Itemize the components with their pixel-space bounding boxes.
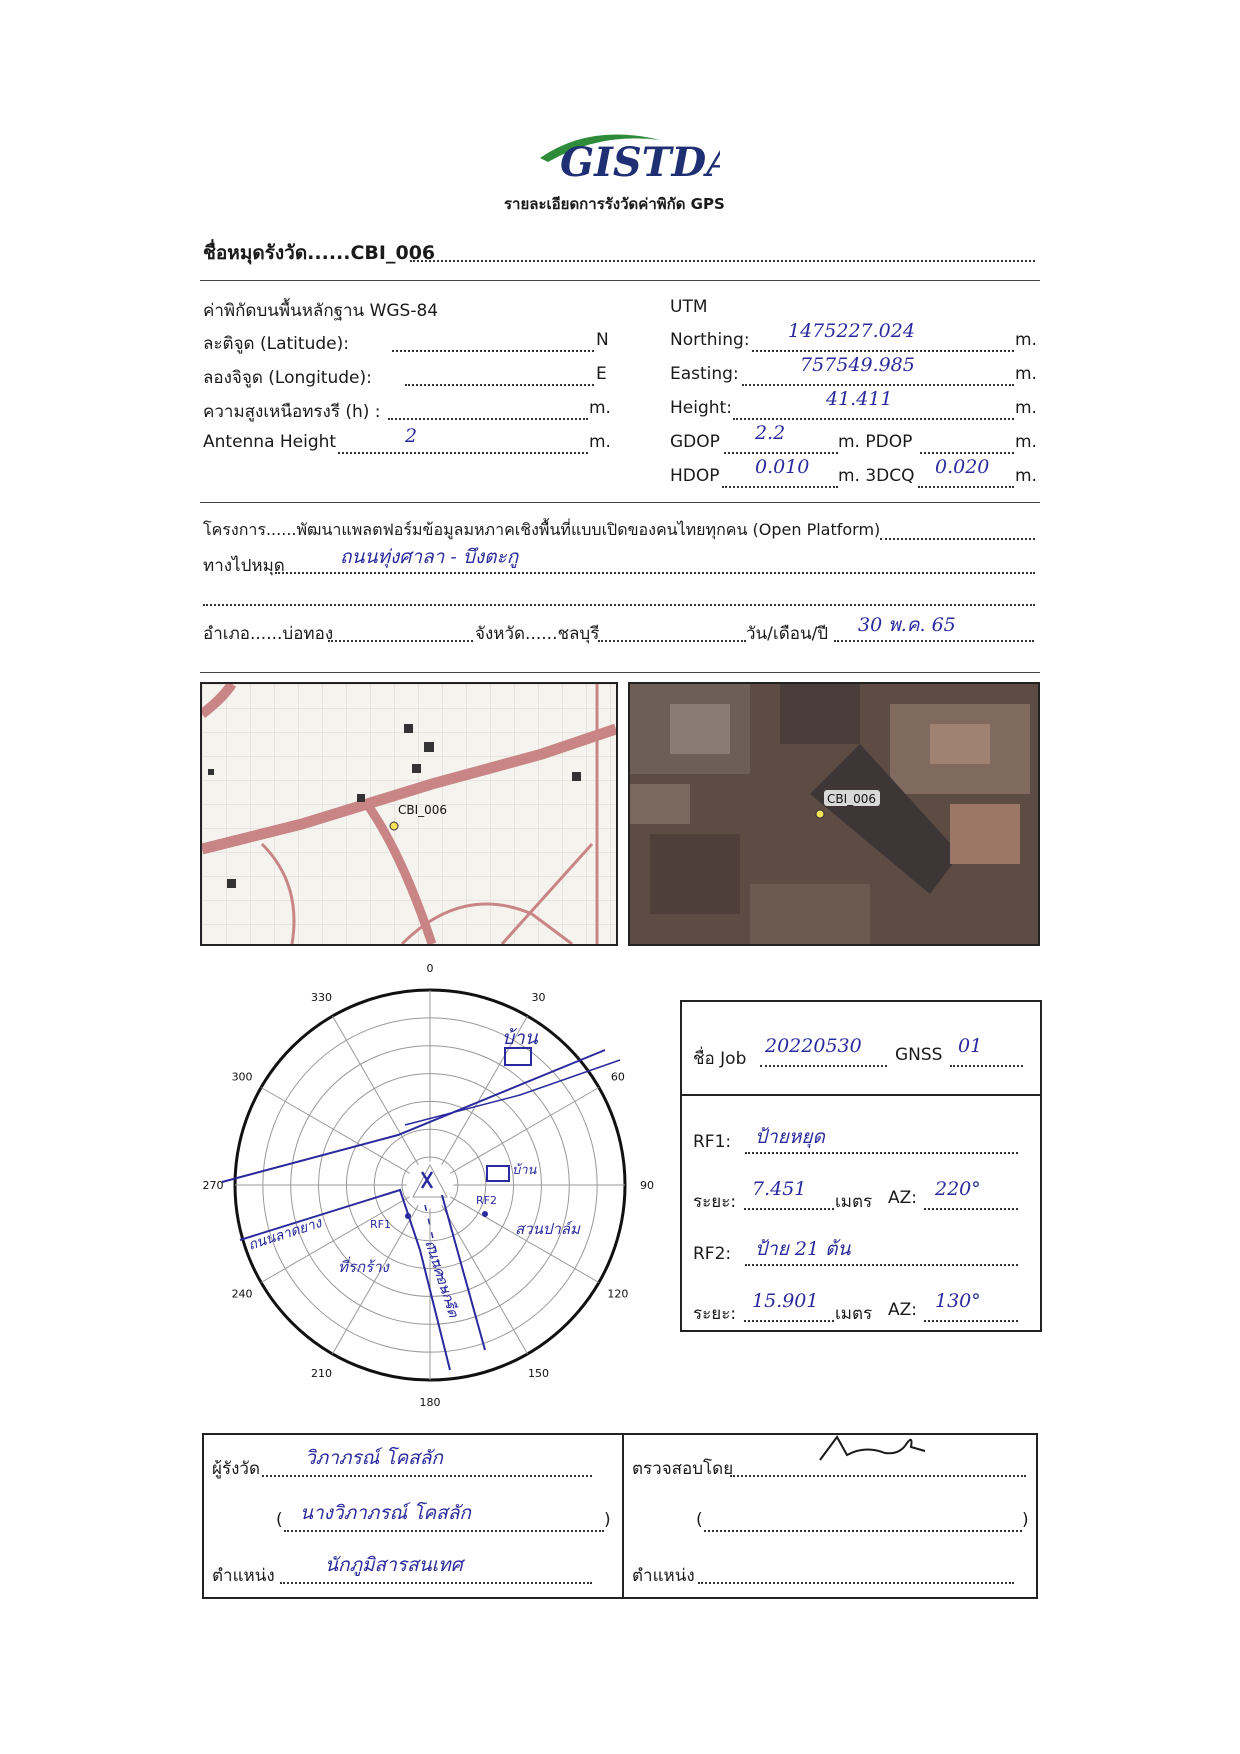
height-value: 41.411: [826, 388, 893, 410]
polar-angle-label: 0: [426, 962, 434, 975]
h-unit: m.: [589, 398, 611, 418]
polar-angle-label: 90: [640, 1179, 654, 1192]
gdop-label: GDOP: [670, 432, 720, 452]
az2-label: AZ:: [888, 1300, 918, 1320]
dcq-unit: m.: [1015, 466, 1037, 486]
subtitle: รายละเอียดการรังวัดค่าพิกัด GPS: [504, 195, 725, 213]
surveyor-full: นางวิภาภรณ์ โคสลัก: [300, 1502, 471, 1524]
lat-unit: N: [596, 330, 609, 350]
polar-angle-label: 120: [607, 1287, 629, 1301]
sketch-house-1: บ้าน: [502, 1027, 538, 1049]
satellite-map-drawing: [630, 684, 1038, 944]
surveyor-value: วิภาภรณ์ โคสลัก: [305, 1447, 443, 1469]
sketch-house-2: บ้าน: [512, 1163, 537, 1178]
polar-angle-label: 330: [311, 991, 332, 1005]
easting-value: 757549.985: [800, 354, 915, 376]
polar-spoke: [450, 1197, 599, 1283]
az1-value: 220°: [935, 1178, 981, 1200]
checker-paren-open: (: [696, 1510, 703, 1530]
position-label: ตำแหน่ง: [212, 1566, 275, 1586]
gnss-label: GNSS: [895, 1045, 943, 1065]
gistda-logo: [520, 118, 720, 188]
logo-text: GISTDA: [560, 139, 720, 186]
station-label: ชื่อหมุดรังวัด......CBI_006: [203, 242, 436, 264]
polar-angle-label: 240: [231, 1287, 253, 1301]
polar-angle-label: 300: [231, 1070, 253, 1084]
pdop-unit: m.: [1015, 432, 1037, 452]
antenna-value: 2: [405, 425, 418, 447]
pdop-label: m. PDOP: [838, 432, 913, 452]
height-unit: m.: [1015, 398, 1037, 418]
sketch-area-1: ที่รกร้าง: [338, 1258, 389, 1276]
map2-marker-label: CBI_006: [827, 792, 877, 806]
polar-spoke: [450, 1088, 599, 1174]
polar-spoke: [333, 1016, 419, 1165]
hdop-value: 0.010: [755, 456, 810, 478]
satellite-map: [628, 682, 1040, 946]
checker-label: ตรวจสอบโดย: [632, 1459, 734, 1479]
utm-heading: UTM: [670, 297, 708, 317]
map1-marker-label: CBI_006: [398, 803, 448, 817]
district-label: อำเภอ......บ่อทอง: [203, 624, 334, 644]
az2-value: 130°: [935, 1290, 981, 1312]
sketch-road-1: ถนนลาดยาง: [246, 1215, 324, 1254]
position-value: นักภูมิสารสนเทศ: [325, 1554, 463, 1576]
polar-angle-label: 180: [419, 1396, 441, 1409]
sketch-rf2: RF2: [476, 1194, 497, 1207]
northing-unit: m.: [1015, 330, 1037, 350]
lon-unit: E: [596, 364, 607, 384]
polar-center-marker: [413, 1165, 447, 1197]
dcq-value: 0.020: [935, 456, 990, 478]
route-label: ทางไปหมุด: [203, 556, 285, 576]
dist2-value: 15.901: [752, 1290, 819, 1312]
h-label: ความสูงเหนือทรงรี (h) :: [203, 402, 381, 422]
rf2-value: ป้าย 21 ต้น: [755, 1238, 851, 1260]
dist1-label: ระยะ:: [693, 1192, 737, 1212]
date-label: วัน/เดือน/ปี: [746, 624, 829, 644]
antenna-label: Antenna Height: [203, 432, 337, 452]
easting-unit: m.: [1015, 364, 1037, 384]
polar-angle-label: 60: [610, 1070, 625, 1084]
street-map-drawing: [202, 684, 616, 944]
sketch-area-2: สวนปาล์ม: [515, 1220, 580, 1238]
polar-angle-label: 210: [311, 1366, 332, 1380]
polar-sketch: [180, 950, 680, 1420]
dist2-label: ระยะ:: [693, 1304, 737, 1324]
dcq-label: m. 3DCQ: [838, 466, 915, 486]
northing-label: Northing:: [670, 330, 750, 350]
surveyor-paren-close: ): [604, 1510, 611, 1530]
sketch-rf1: RF1: [370, 1218, 391, 1231]
checker-paren-close: ): [1022, 1510, 1029, 1530]
date-value: 30 พ.ค. 65: [858, 614, 956, 636]
antenna-unit: m.: [589, 432, 611, 452]
polar-angle-label: 30: [531, 991, 546, 1005]
wgs84-heading: ค่าพิกัดบนพื้นหลักฐาน WGS-84: [203, 301, 439, 321]
dist1-unit: เมตร: [835, 1192, 873, 1212]
sketch-road-2: ถนนคอนกรีต: [421, 1238, 462, 1320]
northing-value: 1475227.024: [788, 320, 915, 342]
easting-label: Easting:: [670, 364, 739, 384]
height-label: Height:: [670, 398, 732, 418]
rf2-label: RF2:: [693, 1244, 732, 1264]
polar-angle-label: 270: [202, 1179, 224, 1192]
hdop-label: HDOP: [670, 466, 720, 486]
checker-position-label: ตำแหน่ง: [632, 1566, 695, 1586]
rf1-value: ป้ายหยุด: [755, 1126, 825, 1148]
route-value: ถนนทุ่งศาลา - บึงตะกู: [340, 546, 519, 568]
street-map: [200, 682, 618, 946]
surveyor-label: ผู้รังวัด: [212, 1459, 260, 1479]
dist2-unit: เมตร: [835, 1304, 873, 1324]
lon-label: ลองจิจูด (Longitude):: [203, 368, 372, 388]
dist1-value: 7.451: [752, 1178, 807, 1200]
polar-spoke: [261, 1088, 410, 1174]
job-value: 20220530: [765, 1035, 862, 1057]
project-label: โครงการ......พัฒนาแพลตฟอร์มข้อมูลมหภาคเชิงพื้นที่แบบเปิดของคนไทยทุกคน (Open Platform): [203, 520, 881, 539]
gnss-value: 01: [958, 1035, 983, 1057]
rf1-label: RF1:: [693, 1132, 732, 1152]
province-label: จังหวัด......ชลบุรี: [475, 624, 600, 644]
lat-label: ละติจูด (Latitude):: [203, 334, 349, 354]
polar-angle-label: 150: [528, 1366, 549, 1380]
job-label: ชื่อ Job: [693, 1049, 747, 1069]
checker-signature: [815, 1425, 945, 1475]
gdop-value: 2.2: [755, 422, 786, 444]
az1-label: AZ:: [888, 1188, 918, 1208]
surveyor-paren-open: (: [276, 1510, 283, 1530]
